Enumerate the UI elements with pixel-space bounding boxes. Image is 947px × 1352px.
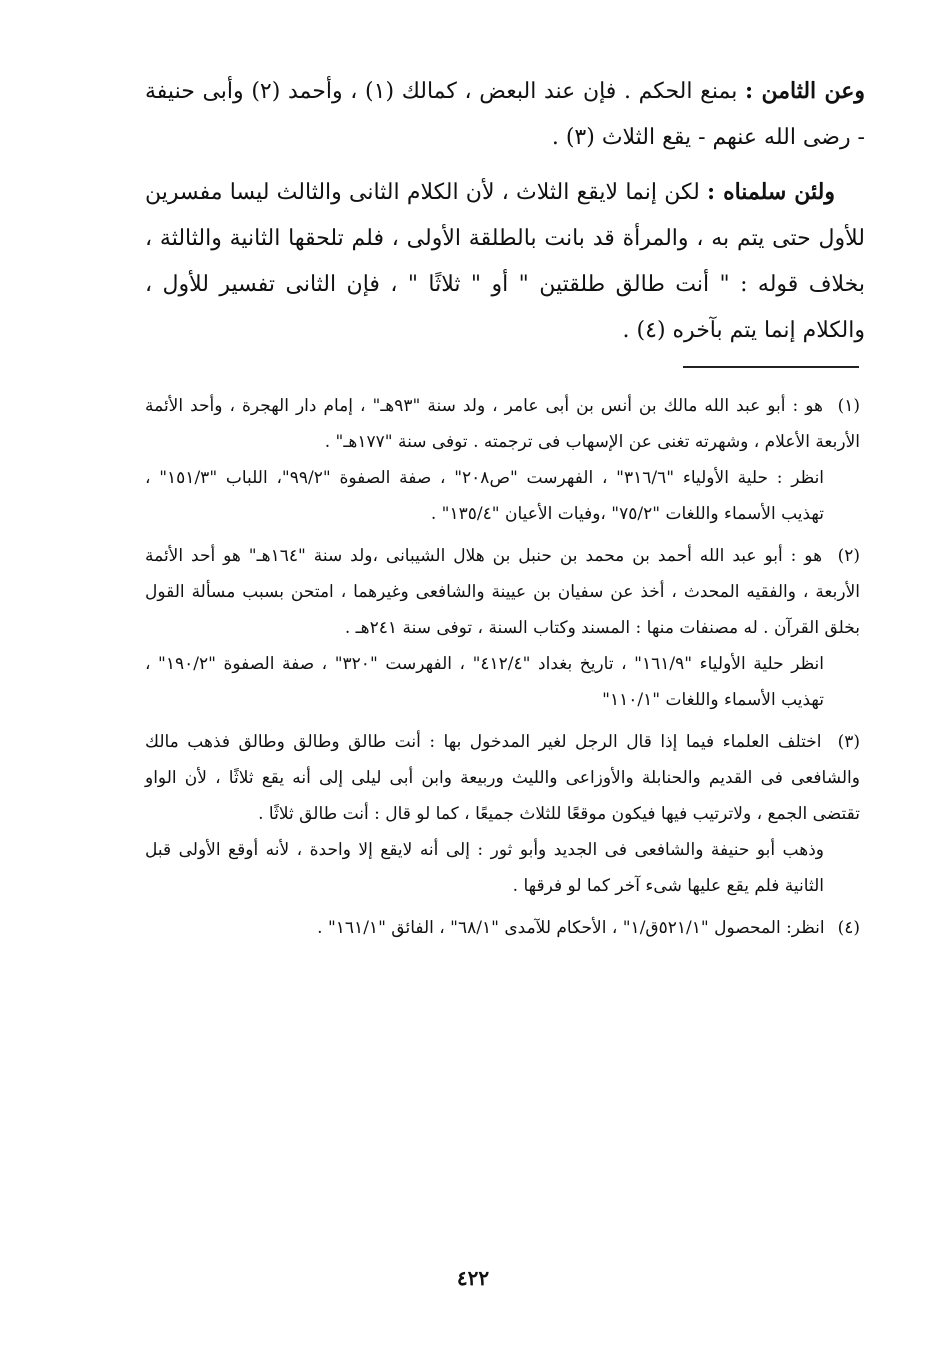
footnote-number: (١) — [837, 396, 861, 416]
footnote-text: هو : أبو عبد الله أحمد بن محمد بن حنبل بن هلال الشيبانى ،ولد سنة "١٦٤هـ" هو أحد الأئمة الأربعة ، والفقيه المحدث ، أخذ عن سفيان بن عيينة والشافعى وغيرهما ، امتحن بسبب مسألة القول بخلق القرآن . له مصنفات منها : المسند وكتاب السنة ، توفى سنة ٢٤١هـ . — [145, 546, 860, 638]
footnote-reference: وذهب أبو حنيفة والشافعى فى الجديد وأبو ثور : إلى أنه لايقع إلا واحدة ، لأنه أوقع الأولى قبل الثانية فلم يقع عليها شىء آخر كما لو فرقها . — [145, 840, 824, 896]
footnote-reference: انظر حلية الأولياء "١٦١/٩" ، تاريخ بغداد "٤١٢/٤" ، الفهرست "٣٢٠" ، صفة الصفوة "١٩٠/٢" ، تهذيب الأسماء واللغات "١١٠/١" — [145, 654, 824, 710]
paragraph-1-lead: وعن الثامن : — [745, 78, 865, 104]
footnote-2 — [145, 538, 860, 718]
footnote-number: (٤) — [837, 918, 860, 938]
paragraph-2-text: لكن إنما لايقع الثلاث ، لأن الكلام الثانى والثالث ليسا مفسرين للأول حتى يتم به ، والمرأة قد بانت بالطلقة الأولى ، فلم تلحقها الثانية والثالثة ، بخلاف قوله : " أنت طالق طلقتين " أو " ثلاثًا " ، فإن الثانى تفسير للأول ، والكلام إنما يتم بآخره (٤) . — [145, 180, 865, 343]
footnote-separator — [683, 366, 859, 368]
footnote-3 — [145, 724, 860, 904]
footnote-text: هو : أبو عبد الله مالك بن أنس بن أبى عامر ، ولد سنة "٩٣هـ" ، إمام دار الهجرة ، وأحد الأئمة الأربعة الأعلام ، وشهرته تغنى عن الإسهاب فى ترجمته . توفى سنة "١٧٧هـ" . — [145, 396, 860, 452]
footnotes — [145, 388, 860, 952]
page-number: ٤٢٢ — [456, 1266, 490, 1290]
footnote-4 — [145, 910, 860, 946]
paragraph-2-lead: ولئن سلمناه : — [707, 179, 835, 205]
footnote-text: اختلف العلماء فيما إذا قال الرجل لغير المدخول بها : أنت طالق وطالق وطالق فذهب مالك والشافعى فى القديم والحنابلة والأوزاعى والليث وربيعة وابن أبى ليلى إلى أنه يقع ثلاثًا ، لأن الواو تقتضى الجمع ، ولاترتيب فيها فيكون موقعًا للثلاث جميعًا ، كما لو قال : أنت طالق ثلاثًا . — [145, 732, 860, 824]
footnote-1 — [145, 388, 860, 532]
main-text — [145, 68, 865, 362]
footnote-number: (٣) — [837, 732, 860, 752]
footnote-reference: انظر : حلية الأولياء "٣١٦/٦" ، الفهرست "ص٢٠٨" ، صفة الصفوة "٩٩/٢"، اللباب "١٥١/٣" ، تهذيب الأسماء واللغات "٧٥/٢" ،وفيات الأعيان "١٣٥/٤" . — [145, 468, 825, 524]
footnote-number: (٢) — [837, 546, 861, 566]
paragraph-1-text: بمنع الحكم . فإن عند البعض ، كمالك (١) ، وأحمد (٢) وأبى حنيفة - رضى الله عنهم - يقع الثلاث (٣) . — [145, 79, 865, 150]
footnote-text: انظر: المحصول "٥٢١/١ق/١" ، الأحكام للآمدى "٦٨/١" ، الفائق "١٦١/١" . — [317, 918, 825, 938]
paragraph-2 — [145, 169, 865, 354]
paragraph-1 — [145, 68, 865, 161]
